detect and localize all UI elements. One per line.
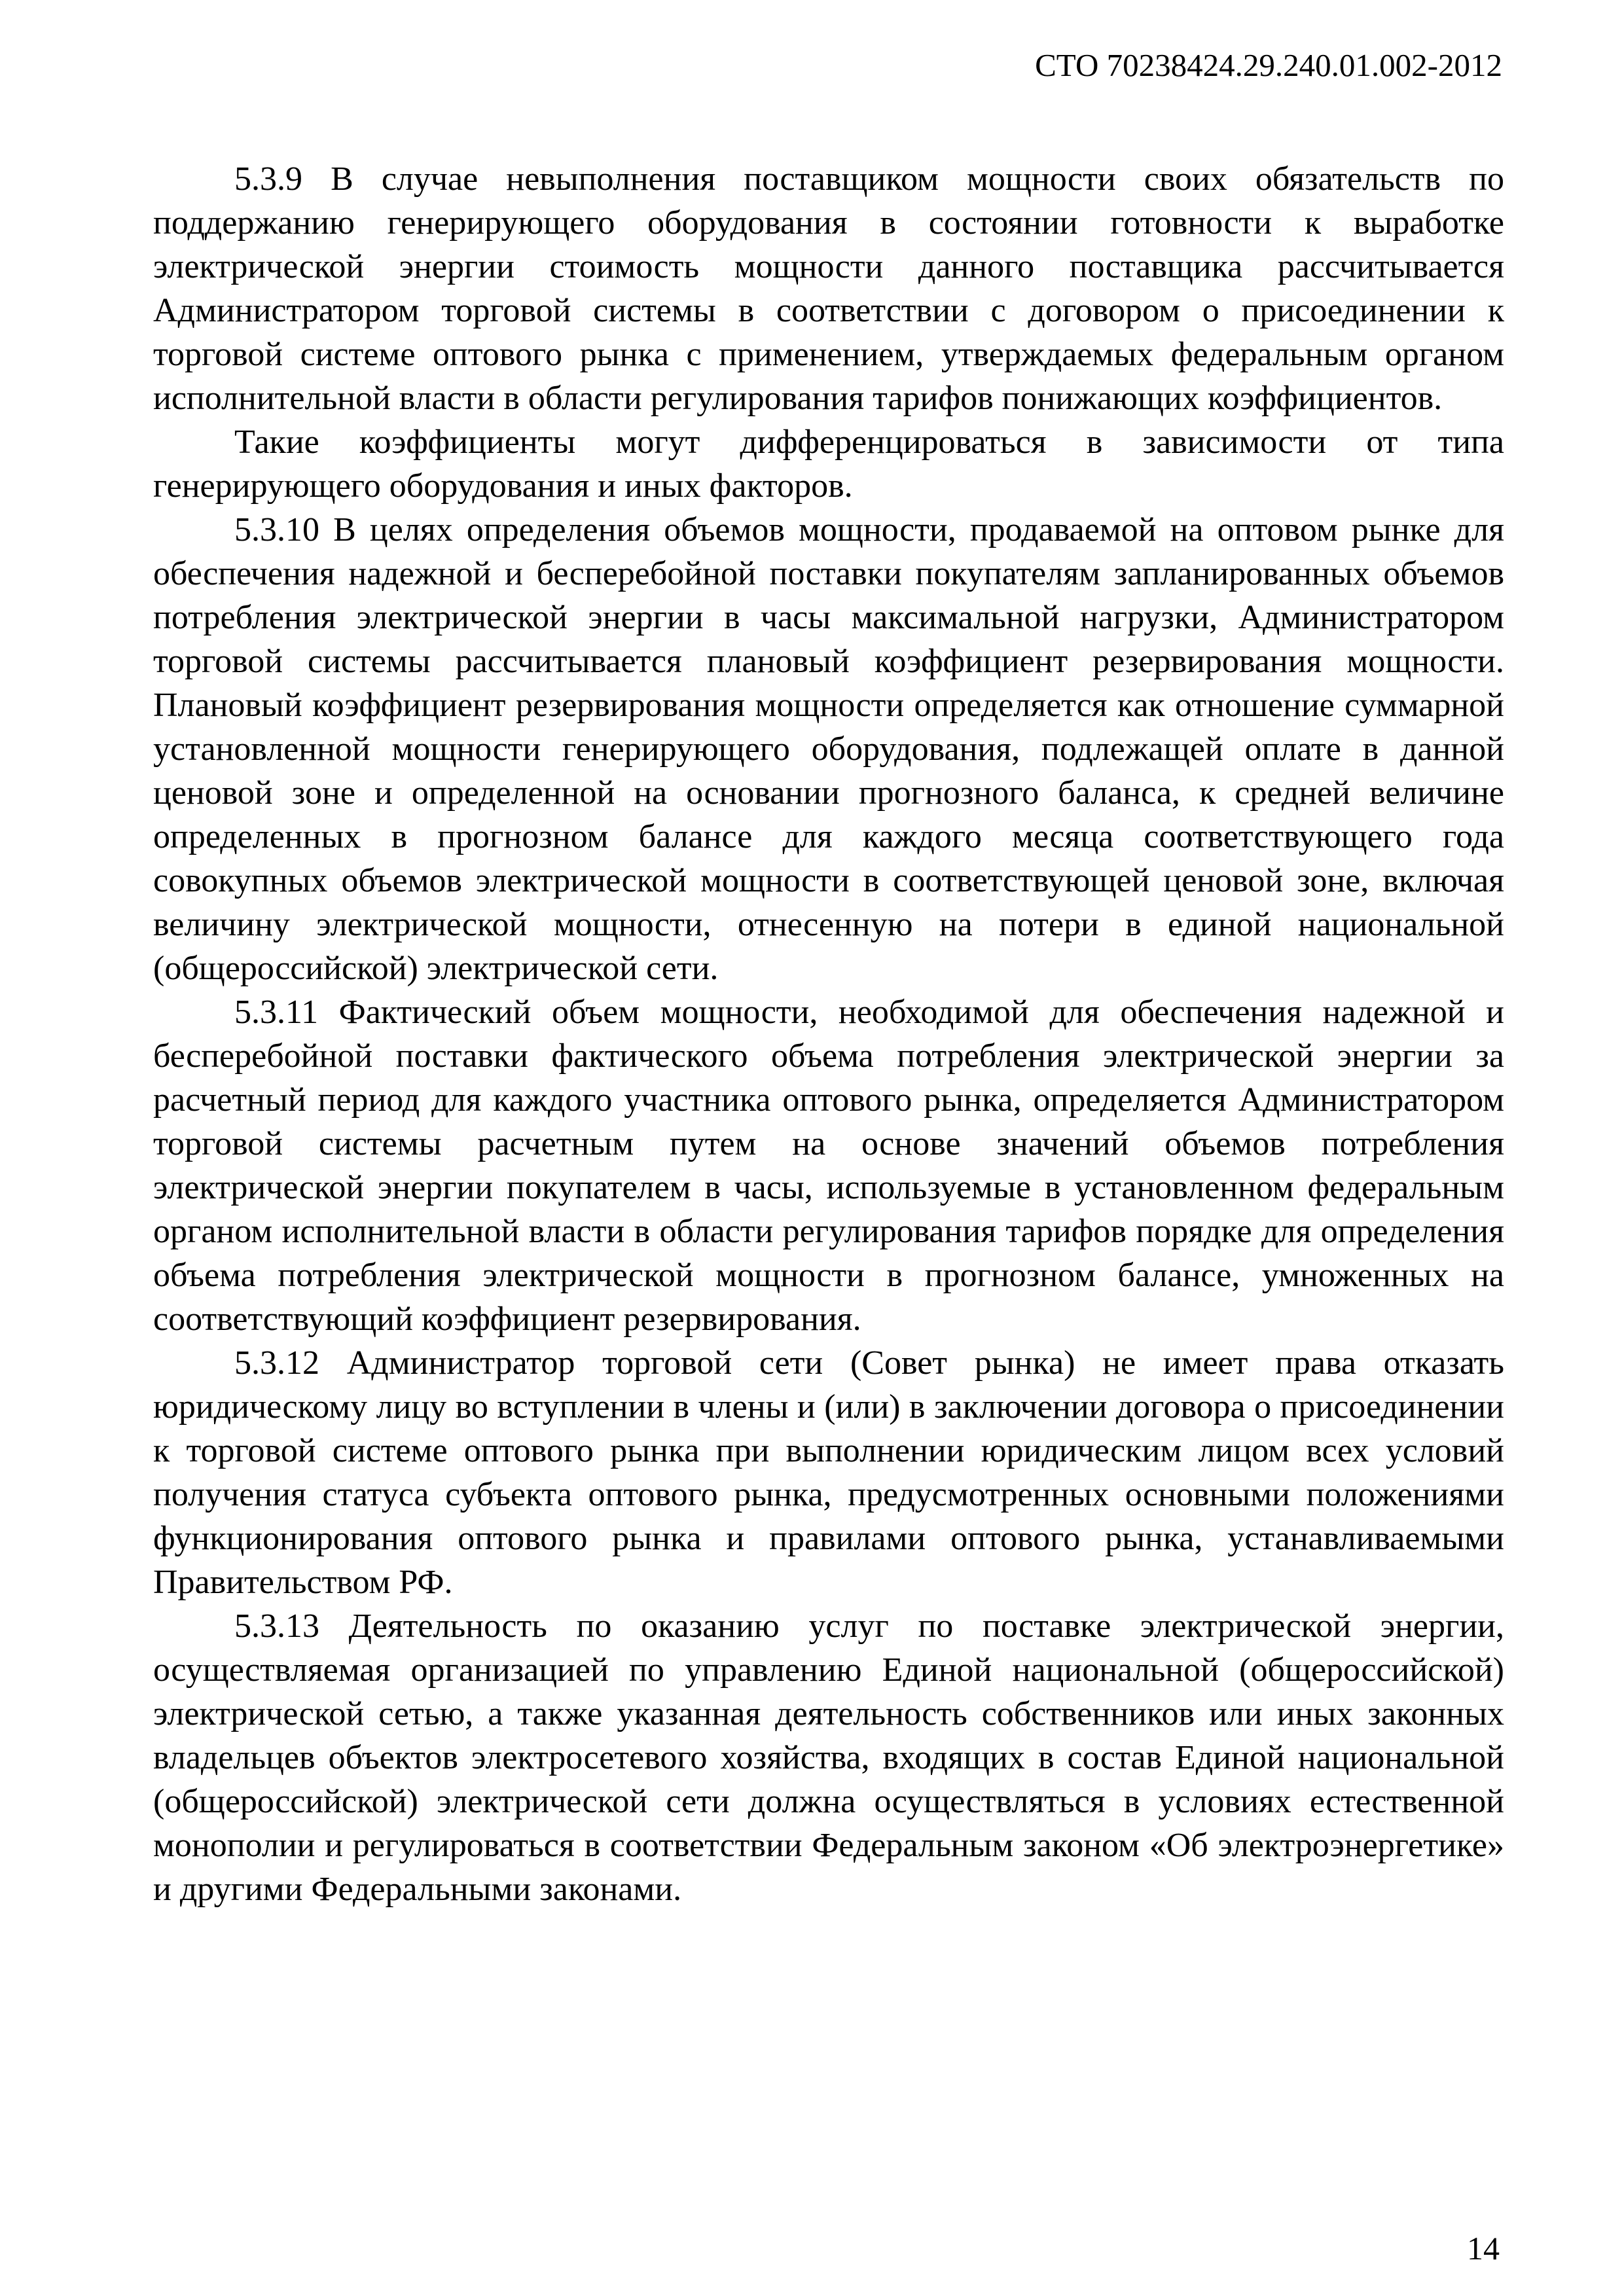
- paragraph-5-3-12: 5.3.12 Администратор торговой сети (Совет рынка) не имеет права отказать юридическому лицу во вступлении в члены и (или) в заключении договора о присоединении к торговой системе оптового рынка при выполнении юридическим лицом всех условий получения статуса субъекта оптового рынка, предусмотренных основными положениями функционирования оптового рынка и правилами оптового рынка, устанавливаемыми Правительством РФ.: [153, 1344, 1504, 1601]
- paragraph-5-3-13: 5.3.13 Деятельность по оказанию услуг по поставке электрической энергии, осуществляемая организацией по управлению Единой национальной (общероссийской) электрической сетью, а также указанная деятельность собственников или иных законных владельцев объектов электросетевого хозяйства, входящих в состав Единой национальной (общероссийской) электрической сети должна осуществляться в условиях естественной монополии и регулироваться в соответствии Федеральным законом «Об электроэнергетике» и другими Федеральными законами.: [153, 1607, 1504, 1908]
- document-body: [153, 157, 1504, 1911]
- paragraph-5-3-11: 5.3.11 Фактический объем мощности, необходимой для обеспечения надежной и бесперебойной поставки фактического объема потребления электрической энергии за расчетный период для каждого участника оптового рынка, определяется Администратором торговой системы расчетным путем на основе значений объемов потребления электрической энергии покупателем в часы, используемые в установленном федеральным органом исполнительной власти в области регулирования тарифов порядке для определения объема потребления электрической мощности в прогнозном балансе, умноженных на соответствующий коэффициент резервирования.: [153, 994, 1504, 1338]
- paragraph-5-3-9: 5.3.9 В случае невыполнения поставщиком мощности своих обязательств по поддержанию генерирующего оборудования в состоянии готовности к выработке электрической энергии стоимость мощности данного поставщика рассчитывается Администратором торговой системы в соответствии с договором о присоединении к торговой системе оптового рынка с применением, утверждаемых федеральным органом исполнительной власти в области регулирования тарифов понижающих коэффициентов.: [153, 160, 1504, 417]
- paragraph-5-3-10: 5.3.10 В целях определения объемов мощности, продаваемой на оптовом рынке для обеспечения надежной и бесперебойной поставки покупателям запланированных объемов потребления электрической энергии в часы максимальной нагрузки, Администратором торговой системы рассчитывается плановый коэффициент резервирования мощности. Плановый коэффициент резервирования мощности определяется как отношение суммарной установленной мощности генерирующего оборудования, подлежащей оплате в данной ценовой зоне и определенной на основании прогнозного баланса, к средней величине определенных в прогнозном балансе для каждого месяца соответствующего года совокупных объемов электрической мощности в соответствующей ценовой зоне, включая величину электрической мощности, отнесенную на потери в единой национальной (общероссийской) электрической сети.: [153, 511, 1504, 987]
- page-number: 14: [1467, 2230, 1500, 2267]
- document-code: СТО 70238424.29.240.01.002-2012: [1035, 47, 1502, 83]
- paragraph-coefficients: Такие коэффициенты могут дифференцироваться в зависимости от типа генерирующего оборудования и иных факторов.: [153, 423, 1504, 505]
